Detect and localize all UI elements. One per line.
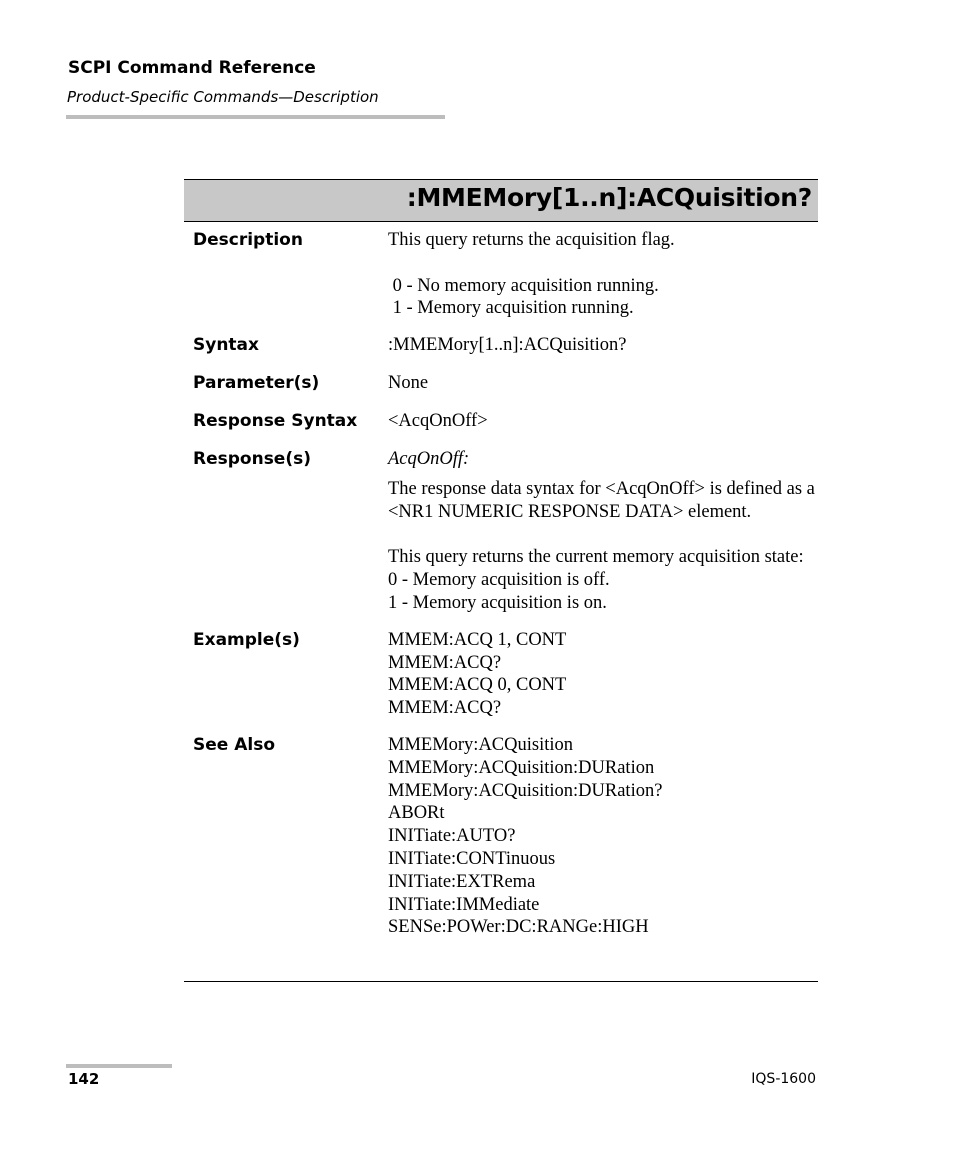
see-also-link[interactable]: ABORt: [388, 803, 445, 824]
examples-label: Example(s): [193, 629, 300, 650]
parameters-value: [388, 371, 818, 396]
description-label: Description: [193, 230, 303, 250]
header-rule: [66, 115, 445, 119]
responses-label: Response(s): [193, 449, 311, 470]
running-header-title: SCPI Command Reference: [68, 58, 316, 78]
response-gap: [388, 524, 818, 547]
table-bottom-rule: [184, 981, 818, 982]
syntax-label: Syntax: [193, 335, 259, 356]
see-also-link[interactable]: MMEMory:ACQuisition: [388, 734, 574, 755]
page-number: 142: [68, 1070, 100, 1088]
response-state-line: 1 - Memory acquisition is on.: [388, 592, 607, 613]
see-also-link[interactable]: MMEMory:ACQuisition:DURation?: [388, 780, 663, 801]
row-responses: [184, 447, 818, 615]
response-syntax-value: [388, 409, 818, 434]
response-paragraph: The response data syntax for <AcqOnOff> is defined as a <NR1 NUMERIC RESPONSE DATA> element.: [388, 478, 815, 522]
response-syntax-text: <AcqOnOff>: [388, 411, 488, 432]
command-details: [184, 228, 818, 939]
response-param-name: AcqOnOff:: [388, 449, 470, 470]
example-line: MMEM:ACQ 0, CONT: [388, 675, 567, 696]
response-syntax-label: Response Syntax: [193, 411, 358, 432]
see-also-link[interactable]: INITiate:EXTRema: [388, 871, 536, 892]
running-header-subtitle: Product-Specific Commands—Description: [67, 88, 379, 106]
example-line: MMEM:ACQ 1, CONT: [388, 629, 567, 650]
command-title: :MMEMory[1..n]:ACQuisition?: [406, 183, 812, 212]
command-title-bar: [184, 179, 818, 222]
see-also-link[interactable]: INITiate:CONTinuous: [388, 848, 556, 869]
description-line: 1 - Memory acquisition running.: [388, 298, 634, 319]
footer-rule: [66, 1064, 172, 1068]
description-line: 0 - No memory acquisition running.: [388, 275, 659, 296]
see-also-link[interactable]: INITiate:IMMediate: [388, 894, 540, 915]
see-also-link[interactable]: INITiate:AUTO?: [388, 826, 516, 847]
parameters-text: None: [388, 373, 429, 394]
description-gap: [388, 252, 818, 275]
syntax-text: :MMEMory[1..n]:ACQuisition?: [388, 335, 627, 356]
see-also-value: [388, 733, 818, 939]
row-parameters: [184, 371, 818, 396]
example-line: MMEM:ACQ?: [388, 652, 502, 673]
example-line: MMEM:ACQ?: [388, 698, 502, 719]
examples-value: [388, 628, 818, 720]
row-syntax: [184, 333, 818, 358]
see-also-link[interactable]: MMEMory:ACQuisition:DURation: [388, 757, 655, 778]
parameters-label: Parameter(s): [193, 373, 320, 394]
row-description: [184, 228, 818, 320]
description-line: This query returns the acquisition flag.: [388, 230, 675, 250]
responses-value: [388, 447, 818, 615]
product-name: IQS-1600: [751, 1071, 816, 1087]
see-also-label: See Also: [193, 734, 276, 755]
row-response-syntax: [184, 409, 818, 434]
response-state-line: 0 - Memory acquisition is off.: [388, 570, 610, 591]
response-paragraph: This query returns the current memory acquisition state:: [388, 547, 804, 568]
syntax-value: [388, 333, 818, 358]
description-value: [388, 228, 818, 320]
row-examples: [184, 628, 818, 720]
row-see-also: [184, 733, 818, 939]
see-also-link[interactable]: SENSe:POWer:DC:RANGe:HIGH: [388, 917, 649, 938]
